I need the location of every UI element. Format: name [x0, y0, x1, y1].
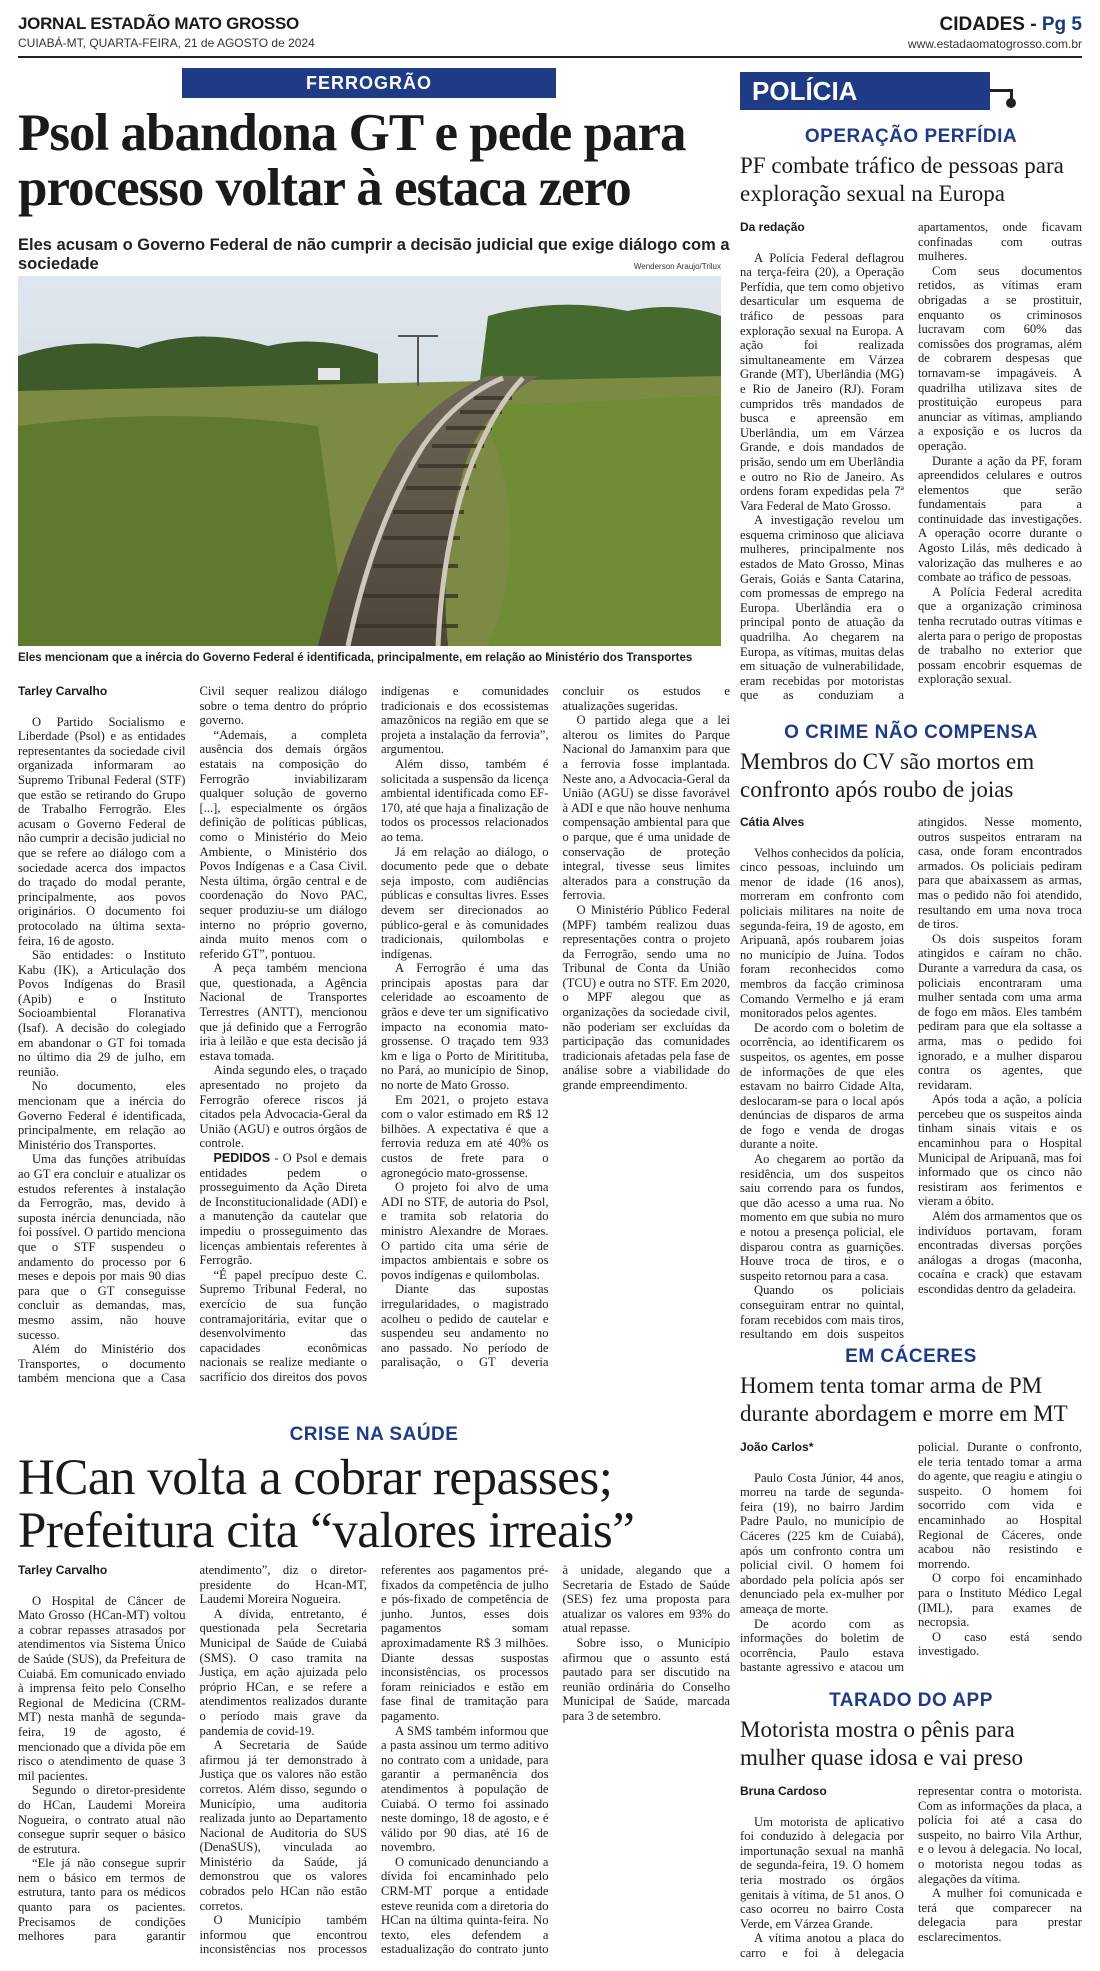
app-byline: Bruna Cardoso	[740, 1784, 827, 1798]
article-paragraph: A vítima anotou a placa do carro e foi à delegacia representar contra o motorista. Com as informações da placa, a polícia foi até a casa do suspeito, no bairro Vila Arthur, e o levou à delegacia. No local, o motorista negou todas as alegações da vítima.	[740, 1784, 1082, 1960]
article-paragraph: O caso está sendo investigado.	[918, 1629, 1082, 1659]
pf-headline: PF combate tráfico de pessoas para exploração sexual na Europa	[740, 153, 1064, 206]
article-paragraph: Durante a ação da PF, foram apreendidos celulares e outros elementos que serão fundamentais para a continuidade das investigações. A operação ocorre durante o Agosto Lilás, mês dedicado à valorização das mulheres e ao combate ao tráfico de pessoas.	[918, 453, 1082, 585]
main-byline: Tarley Carvalho	[18, 684, 108, 698]
article-paragraph: Além disso, também é solicitada a suspensão da licença ambiental identificada como EF-170, até que haja a finalização de todos os processos relacionados ao tema.	[381, 756, 549, 844]
pf-article-body	[740, 220, 1082, 710]
article-paragraph: A dívida, entretanto, é questionada pela Secretaria Municipal de Saúde de Cuiabá (SMS). O caso tramita na Justiça, em ação ajuizada pelo próprio HCan, e se refere a atendimentos realizados durante o período mais grave da pandemia de covid-19.	[199, 1606, 367, 1738]
masthead-left	[18, 14, 315, 50]
app-kicker: TARADO DO APP	[829, 1690, 993, 1711]
article-paragraph: O comunicado denunciando a dívida foi encaminhado pelo CRM-MT porque a entidade esteve reunida com a diretoria do HCan na última quinta-feira. No texto, eles defendem a estadualização do contrato junto à unidade, alegando que a Secretaria de Estado de Saúde (SES) fez uma proposta para atualizar os valores em 93% do atual repasse.	[381, 1563, 730, 1957]
cv-byline: Cátia Alves	[740, 815, 805, 829]
article-paragraph: De acordo com as informações do boletim de ocorrência, Paulo estava bastante agressivo e atacou um policial. Durante o confronto, ele teria tentado tomar a arma do agente, que reagiu e atingiu o suspeito. O homem foi socorrido com vida e encaminhado ao Hospital Regional de Cáceres, onde acabou não resistindo e morrendo.	[740, 1440, 1083, 1675]
article-paragraph: “Ademais, a completa ausência dos demais órgãos estatais na composição do Ferrogrão inviabilizaram qualquer solução de governo [...], especialmente os órgãos definição de políticas públicas, como o Ministério do Meio Ambiente, o Ministério dos Povos Indígenas e a Casa Civil. Nesta última, órgão central e de coordenação do Novo PAC, sequer produziu-se um diálogo interno no próprio governo, ainda muito menos com o referido GT”, pontuou.	[199, 727, 367, 961]
article-paragraph: A peça também menciona que, questionada, a Agência Nacional de Transportes Terrestres (ANTT), mencionou que já definido que a Ferrogrão iria à leilão e que esta decisão já estava tomada.	[199, 961, 367, 1063]
paragraph-text: - O Psol e demais entidades pedem o prosseguimento da Ação Direta de Inconstitucionalidade (ADI) e a manutenção da cautelar que impediu o prosseguimento das licenças ambientais referentes à Ferrogrão.	[199, 1151, 367, 1268]
saude-headline: HCan volta a cobrar repasses; Prefeitura cita “valores irreais”	[18, 1450, 635, 1559]
policia-bar-connector	[990, 89, 1012, 92]
saude-article-body	[18, 1563, 730, 1958]
masthead-right	[908, 14, 1082, 51]
photo-caption: Eles mencionam que a inércia do Governo Federal é identificada, principalmente, em relação ao Ministério dos Transportes	[18, 652, 693, 664]
caceres-article-body	[740, 1440, 1082, 1685]
article-paragraph: Além dos armamentos que os indivíduos portavam, foram encontradas diversas porções análogas a drogas (maconha, cocaína e crack) que estavam escondidas dentro da geladeira.	[918, 1209, 1082, 1296]
app-headline: Motorista mostra o pênis para mulher quase idosa e vai preso	[740, 1717, 1023, 1770]
paragraph-lead-bold: PEDIDOS	[213, 1151, 271, 1165]
section-header: CIDADES - Pg 5	[939, 14, 1082, 35]
article-paragraph: A Ferrogrão é uma das principais apostas para dar celeridade ao escoamento de grãos e deve ter um significativo impacto na economia mato-grossense. O traçado tem 933 km e liga o Porto de Miritituba, no Pará, ao município de Sinop, no norte de Mato Grosso.	[381, 961, 549, 1093]
article-paragraph: Ao chegarem ao portão da residência, um dos suspeitos saiu correndo para os fundos, que dão acesso a uma rua. No momento em que subia no muro e notou a presença policial, ele disparou contra as guarnições. Houve troca de tiros, e o suspeito retornou para a casa.	[740, 1152, 904, 1283]
article-paragraph: Quando os policiais conseguiram entrar no quintal, foram recebidos com mais tiros, resultando em dois suspeitos atingidos. Nesse momento, outros suspeitos entraram na casa, onde foram encontrados armados. Os policiais pediram para que abaixassem as armas, mas o pedido não foi atendido, resultando em uma nova troca de tiros.	[740, 815, 1082, 1342]
article-paragraph: Segundo o diretor-presidente do HCan, Laudemi Moreira Nogueira, o contrato atual não consegue suprir sequer o básico de estrutura.	[18, 1783, 186, 1856]
cv-article-body	[740, 815, 1082, 1345]
article-paragraph: Paulo Costa Júnior, 44 anos, morreu na tarde de segunda-feira (19), no bairro Jardim Padre Paulo, no município de Cáceres (225 km de Cuiabá), após um confronto contra um policial civil. O homem foi abordado pela polícia após ser denunciado pela ex-mulher por ameaça de morte.	[740, 1470, 904, 1616]
article-paragraph: De acordo com o boletim de ocorrência, ao identificarem os suspeitos, os agentes, em posse de informações de que eles estavam no bairro Cidade Alta, deslocaram-se para o local após denúncias de disparos de arma de fogo e venda de drogas durante a noite.	[740, 1020, 904, 1152]
article-paragraph: No documento, eles mencionam que a inércia do Governo Federal é identificada, principalmente, em relação ao Ministério dos Transportes.	[18, 1079, 186, 1152]
policia-section-label: POLÍCIA	[740, 72, 990, 110]
edition-date: CUIABÁ-MT, QUARTA-FEIRA, 21 de AGOSTO de 2024	[18, 36, 315, 50]
article-paragraph: Um motorista de aplicativo foi conduzido à delegacia por importunação sexual na manhã de segunda-feira, 19. O homem teria mostrado os órgãos genitais à vítima, de 51 anos. O caso ocorreu no bairro Costa Verde, em Várzea Grande.	[740, 1814, 904, 1931]
pf-byline: Da redação	[740, 220, 805, 234]
article-paragraph: Ainda segundo eles, o traçado apresentado no projeto da Ferrogrão oferece riscos já citados pela Advocacia-Geral da União (AGU) e outros órgãos de controle.	[199, 1063, 367, 1151]
article-paragraph: “Ele já não consegue suprir nem o básico em termos de estrutura, tanto para os médicos quanto para os pacientes. Precisamos de condições melhores para garantir atendimento”, diz o diretor-presidente do Hcan-MT, Laudemi Moreira Nogueira.	[18, 1563, 367, 1944]
article-paragraph: Sobre isso, o Município afirmou que o assunto está pautado para ser discutido na reunião ordinária do Conselho Municipal de Saúde, marcada para 3 de setembro.	[562, 1635, 730, 1723]
article-paragraph: Os dois suspeitos foram atingidos e caíram no chão. Durante a varredura da casa, os policiais encontraram uma mulher sentada com uma arma de fogo em mãos. Eles também pediram para que ela soltasse a arma, mas o pedido foi ignorado, e a mulher disparou contra os agentes, que revidaram.	[918, 931, 1082, 1092]
article-paragraph: O Hospital de Câncer de Mato Grosso (HCan-MT) voltou a cobrar repasses atrasados por atendimentos via Sistema Único de Saúde (SUS), da Prefeitura de Cuiabá. Em comunicado enviado à imprensa feito pelo Conselho Regional de Medicina (CRM-MT) nesta manhã de segunda-feira, 19 de agosto, é mencionado que a dívida põe em risco o atendimento de quase 3 mil pacientes.	[18, 1593, 186, 1783]
article-paragraph: O projeto foi alvo de uma ADI no STF, de autoria do Psol, e tramita sob relatoria do ministro Alexandre de Moraes. O partido cita uma série de impactos ambientais e sobre os povos indígenas e quilombolas.	[381, 1180, 549, 1282]
app-article-body	[740, 1784, 1082, 1964]
article-paragraph: São entidades: o Instituto Kabu (IK), a Articulação dos Povos Indígenas do Brasil (Apib) e o Instituto Socioambiental Floranativa (Isaf). A decisão do colegiado em abandonar o GT foi tomada no último dia 29 de julho, em reunião.	[18, 948, 186, 1079]
article-paragraph: O Ministério Público Federal (MPF) também realizou duas representações contra o projeto da Ferrogrão, sendo uma no Tribunal de Conta da União (TCU) e outra no STF. Em 2020, o MPF alegou que as organizações da sociedade civil, não poderiam ser excluídas da participação das comunidades tradicionais afetadas pela fase de análise sobre a viabilidade do grande empreendimento.	[562, 902, 730, 1093]
article-paragraph: A mulher foi comunicada e terá que comparecer na delegacia para prestar esclarecimentos.	[918, 1886, 1082, 1944]
saude-byline: Tarley Carvalho	[18, 1563, 108, 1577]
article-paragraph: A SMS também informou que a pasta assinou um termo aditivo no contrato com a unidade, para garantir a permanência dos atendimentos à população de Cuiabá. O termo foi assinado neste domingo, 18 de agosto, e é válido por 90 dias, até 16 de novembro.	[381, 1723, 549, 1855]
article-paragraph: O Partido Socialismo e Liberdade (Psol) e as entidades representantes da sociedade civil organizada informaram ao Supremo Tribunal Federal (STF) que estão se retirando do Grupo de Trabalho Ferrogrão. Eles acusam o Governo Federal de não cumprir a decisão judicial no que se refere ao diálogo com a sociedade acerca dos impactos do traçado do modal perante, principalmente, aos povos originários. O documento foi protocolado na última sexta-feira, 16 de agosto.	[18, 714, 186, 948]
caceres-byline: João Carlos*	[740, 1440, 814, 1454]
photo-credit: Wenderson Araujo/Trilux	[633, 262, 721, 271]
article-paragraph: A investigação revelou um esquema criminoso que aliciava mulheres, principalmente nos estados de Mato Grosso, Minas Gerais, Goiás e Santa Catarina, com promessas de emprego na Europa. Uberlândia era o principal ponto de atuação da quadrilha. Ao chegarem na Europa, as vítimas, muitas delas em situação de vulnerabilidade, eram recebidas por motoristas que as conduziam a apartamentos, onde ficavam confinadas com outras mulheres.	[740, 220, 1082, 703]
article-paragraph: Além do Ministério dos Transportes, o documento também menciona que a Casa Civil sequer realizou diálogo sobre o tema dentro do próprio governo.	[18, 684, 367, 1386]
page-number: Pg 5	[1041, 14, 1082, 35]
main-kicker: FERROGRÃO	[182, 68, 556, 98]
caceres-kicker: EM CÁCERES	[845, 1346, 977, 1367]
main-article-body	[18, 684, 730, 1399]
section-name: CIDADES	[939, 14, 1025, 35]
pf-kicker: OPERAÇÃO PERFÍDIA	[804, 126, 1018, 147]
article-paragraph: A Secretaria de Saúde afirmou já ter demonstrado à Justiça que os valores não estão corretos. Além disso, segundo o Município, uma auditoria realizada junto ao Departamento Nacional de Auditoria do SUS (DenaSUS), vinculada ao Ministério da Saúde, já demonstrou que os valores cobrados pelo HCan não estão corretos.	[199, 1738, 367, 1913]
article-paragraph: Em 2021, o projeto estava com o valor estimado em R$ 12 bilhões. A expectativa é que a ferrovia reduza em até 40% os custos de frete para o agronegócio mato-grossense.	[381, 1092, 549, 1180]
article-paragraph: A Polícia Federal deflagrou na terça-feira (20), a Operação Perfídia, que tem como objetivo desarticular um esquema de tráfico de pessoas para exploração sexual na Europa. A ação foi realizada simultaneamente em Várzea Grande (MT), Uberlândia (MG) e Rio de Janeiro (RJ). Foram cumpridos três mandados de busca e apreensão em Uberlândia, um em Várzea Grande, e dois mandados de prisão, sendo um em Uberlândia e outro no Rio de Janeiro. As ordens foram expedidas pela 7ª Vara Federal de Mato Grosso.	[740, 250, 904, 513]
saude-kicker: CRISE NA SAÚDE	[289, 1424, 459, 1445]
article-paragraph: O partido alega que a lei alterou os limites do Parque Nacional do Jamanxim para que a ferrovia fosse implantada. Neste ano, a Advocacia-Geral da União (AGU) se disse favorável à ADI e que não houve nenhuma compensação ambiental para que o parque, que é uma unidade de conservação de proteção integral, tivesse seus limites alterados para a construção da ferrovia.	[562, 713, 730, 903]
website-url: www.estadaomatogrosso.com.br	[907, 37, 1082, 51]
main-subheadline: Eles acusam o Governo Federal de não cumprir a decisão judicial que exige diálogo com a sociedade	[18, 236, 730, 273]
article-paragraph: O corpo foi encaminhado para o Instituto Médico Legal (IML), para exames de necropsia.	[918, 1571, 1082, 1630]
article-paragraph: Após toda a ação, a polícia percebeu que os suspeitos ainda tinham sinais vitais e os encaminhou para o Hospital Municipal de Aripuanã, mas foi informado que os cinco não resistiram aos ferimentos e vieram a óbito.	[918, 1092, 1082, 1209]
article-paragraph: A Polícia Federal acredita que a organização criminosa tenha recrutado outras vítimas e alerta para o perigo de propostas de trabalho no exterior que possam encobrir esquemas de exploração sexual.	[918, 584, 1083, 687]
railway-photo-illustration	[18, 276, 721, 646]
cv-kicker: O CRIME NÃO COMPENSA	[784, 722, 1038, 743]
article-paragraph: Diante das supostas irregularidades, o magistrado acolheu o pedido de cautelar e suspendeu seu andamento no ano passado. No período de paralisação, o GT deveria concluir os estudos e atualizações sugeridas.	[381, 684, 730, 1370]
cv-headline: Membros do CV são mortos em confronto após roubo de joias	[740, 749, 1035, 802]
article-paragraph: O Município também informou que encontrou inconsistências nos processos referentes aos pagamentos pré-fixados da competência de julho e pós-fixado de competência de junho. Juntos, esses dois pagamentos somam aproximadamente R$ 3 milhões. Diante dessas suspostas inconsistências, os processos foram reiniciados e estão em fase final de tramitação para pagamento.	[199, 1563, 549, 1957]
article-paragraph: “É papel precípuo deste C. Supremo Tribunal Federal, no exercício de sua função contramajoritária, evitar que o desenvolvimento das capacidades econômicas nacionais se realize mediante o sacrifício dos direitos dos povos indígenas e comunidades tradicionais e dos ecossistemas amazônicos na região em que se projeta a instalação da ferrovia”, argumentou.	[199, 684, 549, 1384]
article-paragraph-lead	[200, 1151, 368, 1268]
newspaper-name: JORNAL ESTADÃO MATO GROSSO	[18, 14, 299, 33]
railway-photo	[18, 276, 721, 646]
main-headline: Psol abandona GT e pede para processo voltar à estaca zero	[18, 104, 686, 217]
article-paragraph: Com seus documentos retidos, as vítimas eram obrigadas a se prostituir, enquanto os criminosos lucravam com 60% das comissões dos programas, além de cobrarem despesas que tornavam-se impagáveis. A quadrilha utilizava sites de prostituição europeus para anunciar as vítimas, ampliando a exposição e os lucros da operação.	[918, 263, 1082, 453]
article-paragraph: Uma das funções atribuídas ao GT era concluir e atualizar os estudos referentes à instalação da Ferrogrão, mas, devido à suposta inércia denunciada, não foi possível. O partido menciona que o STF suspendeu o andamento do processo por 6 meses e depois por mais 90 dias para que o GT conseguisse concluir as demandas, mas, mesmo assim, não houve sucesso.	[18, 1152, 186, 1342]
article-paragraph: Já em relação ao diálogo, o documento pede que o debate seja imposto, com audiências públicas e consultas livres. Esses devem ser direcionados ao público-geral e às comunidades tradicionais, quilombolas e indígenas.	[381, 844, 549, 961]
article-paragraph: Velhos conhecidos da polícia, cinco pessoas, incluindo um menor de idade (16 anos), morreram em confronto com policiais militares na noite de segunda-feira, 19 de agosto, em Aripuanã, após roubarem joias no município de Juína. Todos foram reconhecidos como membros da facção criminosa Comando Vermelho e já eram monitorados pelos agentes.	[740, 845, 904, 1021]
policia-bar-dot	[1006, 98, 1016, 108]
caceres-headline: Homem tenta tomar arma de PM durante abordagem e morre em MT	[740, 1373, 1068, 1426]
masthead-rule	[18, 56, 1082, 58]
